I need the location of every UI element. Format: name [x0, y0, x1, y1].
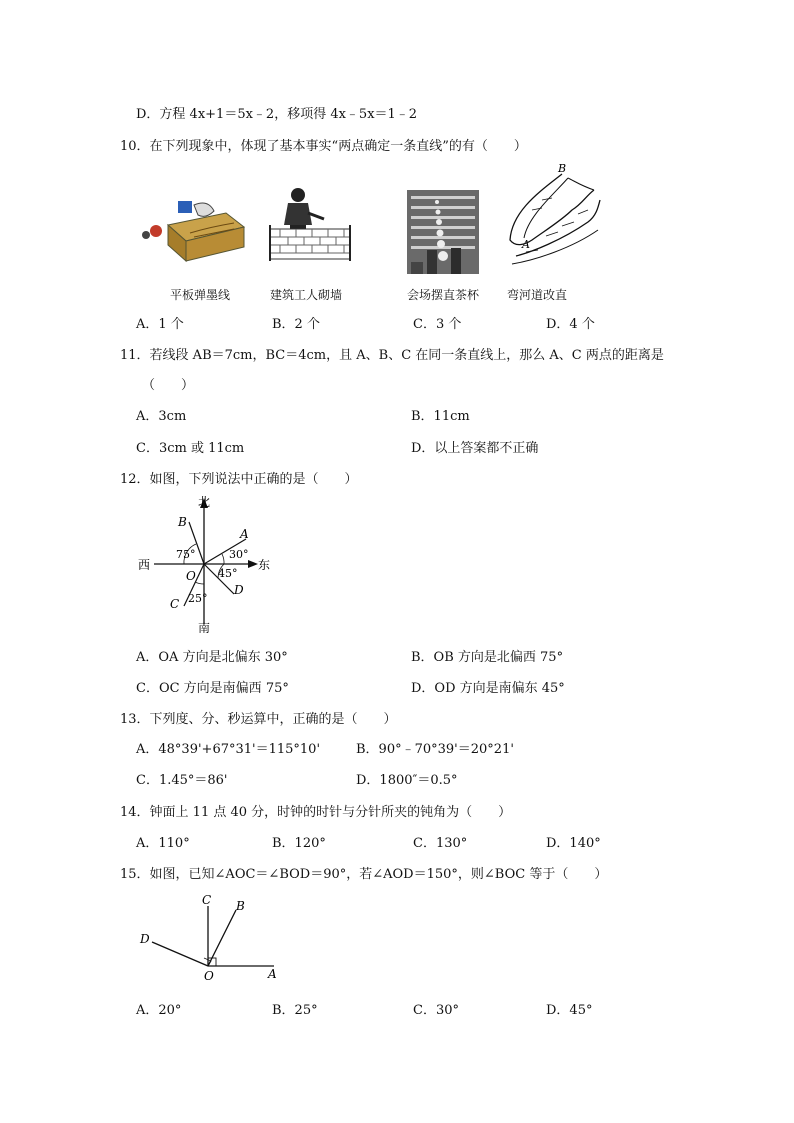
compass-east-label: 东 [258, 558, 271, 572]
fig15-point-o: O [204, 969, 214, 983]
east-arrow-icon [248, 560, 258, 568]
q11-option-b[interactable]: B．11cm [411, 409, 470, 424]
q14-stem: 14．钟面上 11 点 40 分，时钟的时针与分针所夹的钝角为（ ） [120, 805, 512, 820]
compass-point-b: B [178, 515, 187, 529]
q12-option-d[interactable]: D．OD 方向是南偏东 45° [411, 681, 565, 696]
caption-plank: 平板弹墨线 [170, 288, 231, 302]
q13-option-d[interactable]: D．1800″＝0.5° [356, 773, 458, 788]
q13-option-b[interactable]: B．90°﹣70°39'＝20°21' [356, 742, 514, 757]
caption-teacups: 会场摆直茶杯 [407, 288, 480, 302]
q15-option-d[interactable]: D．45° [546, 1003, 593, 1018]
q10-stem: 10．在下列现象中，体现了基本事实“两点确定一条直线”的有（ ） [120, 139, 527, 154]
q15-option-a[interactable]: A．20° [136, 1003, 182, 1018]
compass-point-a: A [240, 527, 249, 541]
compass-north-label: 北 [198, 495, 211, 509]
compass-point-d: D [234, 583, 244, 597]
ink-pot-icon [150, 225, 162, 237]
compass-south-label: 南 [198, 621, 211, 634]
q14-option-c[interactable]: C．130° [413, 836, 468, 851]
q12-option-b[interactable]: B．OB 方向是北偏西 75° [411, 650, 564, 665]
compass-diagram [134, 492, 284, 634]
teacup-rows-image [407, 190, 479, 274]
q10-option-b[interactable]: B．2 个 [272, 317, 320, 332]
compass-west-label: 西 [138, 558, 151, 572]
ink-box-icon [178, 201, 192, 213]
q12-stem: 12．如图，下列说法中正确的是（ ） [120, 472, 358, 487]
q10-option-a[interactable]: A．1 个 [136, 317, 184, 332]
q9-option-d: D．方程 4x+1＝5x﹣2，移项得 4x﹣5x＝1﹣2 [136, 107, 418, 122]
angle-c-label: 25° [188, 592, 208, 605]
q15-stem: 15．如图，已知∠AOC＝∠BOD＝90°，若∠AOD＝150°，则∠BOC 等于（ ） [120, 867, 608, 882]
q10-option-d[interactable]: D．4 个 [546, 317, 595, 332]
q12-option-c[interactable]: C．OC 方向是南偏西 75° [136, 681, 289, 696]
q12-option-a[interactable]: A．OA 方向是北偏东 30° [136, 650, 288, 665]
q11-option-a[interactable]: A．3cm [136, 409, 187, 424]
q11-option-d[interactable]: D．以上答案都不正确 [411, 441, 539, 456]
angle-diagram [132, 890, 292, 986]
plank-ink-line-image [140, 195, 246, 267]
q11-option-c[interactable]: C．3cm 或 11cm [136, 441, 245, 456]
angle-d-label: 45° [218, 567, 238, 580]
river-straightening-image [502, 160, 602, 272]
caption-river: 弯河道改直 [507, 288, 568, 302]
q10-option-c[interactable]: C．3 个 [413, 317, 462, 332]
fig15-point-d: D [140, 932, 150, 946]
bricklayer-image [268, 185, 352, 265]
caption-bricklayer: 建筑工人砌墙 [270, 288, 343, 302]
q15-option-b[interactable]: B．25° [272, 1003, 318, 1018]
river-label-a: A [522, 238, 530, 251]
q14-option-b[interactable]: B．120° [272, 836, 326, 851]
river-label-b: B [558, 162, 567, 175]
compass-point-c: C [170, 597, 180, 611]
fig15-point-c: C [202, 893, 212, 907]
angle-b-label: 75° [176, 548, 196, 561]
q13-stem: 13．下列度、分、秒运算中，正确的是（ ） [120, 712, 397, 727]
fig15-point-a: A [268, 967, 277, 981]
q13-option-a[interactable]: A．48°39'+67°31'＝115°10' [136, 742, 321, 757]
q14-option-d[interactable]: D．140° [546, 836, 601, 851]
angle-a-label: 30° [229, 548, 249, 561]
q14-option-a[interactable]: A．110° [136, 836, 190, 851]
q13-option-c[interactable]: C．1.45°＝86' [136, 773, 228, 788]
q11-blank: （ ） [142, 378, 195, 393]
q15-option-c[interactable]: C．30° [413, 1003, 459, 1018]
compass-point-o: O [186, 569, 196, 583]
q11-stem: 11．若线段 AB＝7cm，BC＝4cm，且 A、B、C 在同一条直线上，那么 A、C 两点的距离是 [120, 348, 664, 363]
fig15-point-b: B [236, 899, 245, 913]
